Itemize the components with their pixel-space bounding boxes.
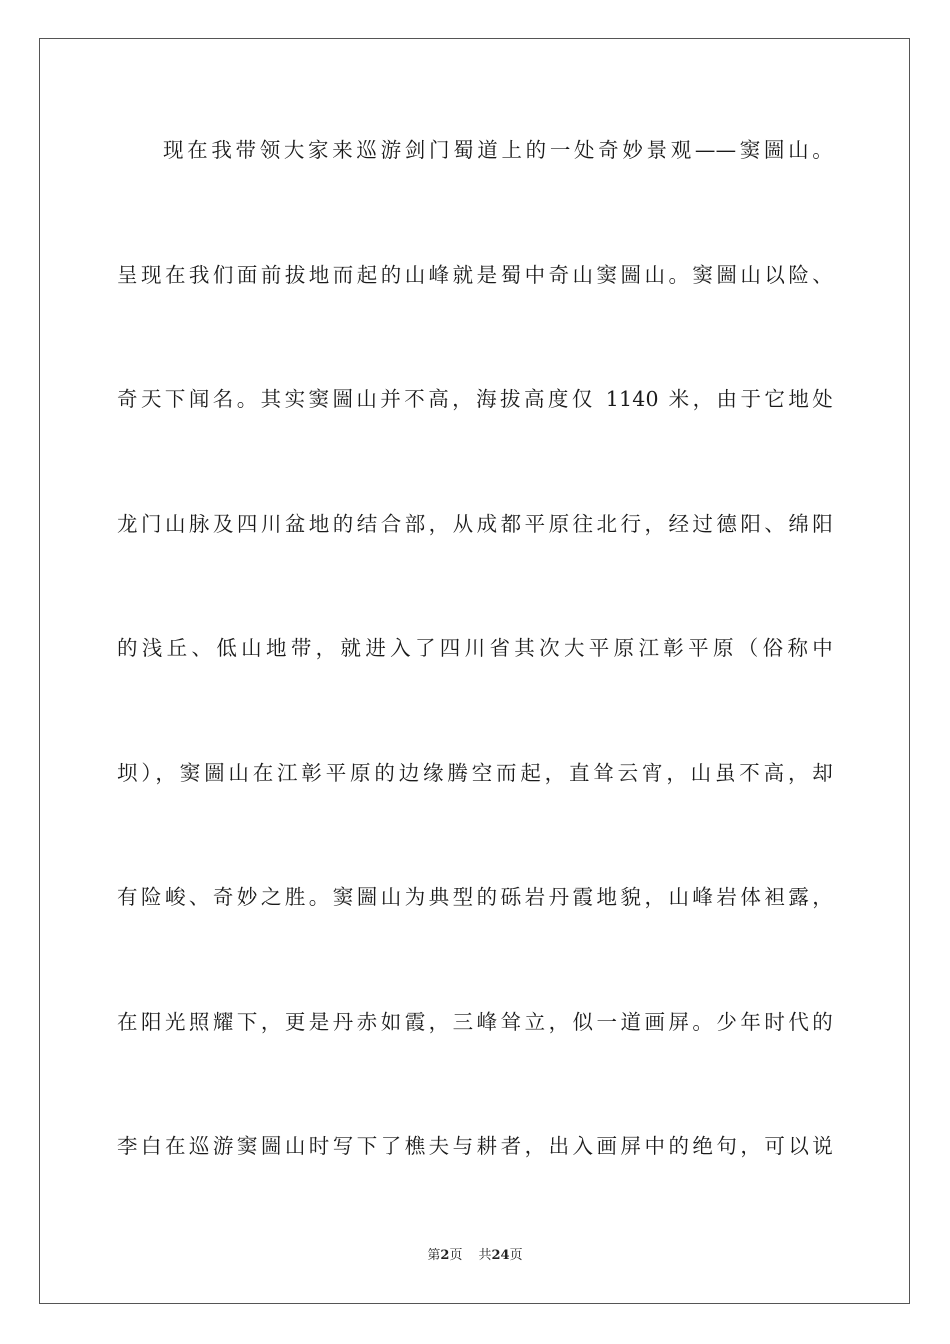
paragraph-line-1: 现在我带领大家来巡游剑门蜀道上的一处奇妙景观——窦圌山。 [163,138,833,162]
total-prefix: 共 [478,1248,492,1263]
paragraph-line-9: 李白在巡游窦圌山时写下了樵夫与耕者，出入画屏中的绝句，可以说 [117,1134,833,1158]
total-suffix: 页 [509,1248,523,1263]
page-suffix: 页 [449,1248,463,1263]
paragraph-line-8: 在阳光照耀下，更是丹赤如霞，三峰耸立，似一道画屏。少年时代的 [117,1010,833,1034]
paragraph-line-5: 的浅丘、低山地带，就进入了四川省其次大平原江彰平原（俗称中 [117,636,833,660]
total-pages: 24 [491,1248,510,1263]
page-number: 2 [440,1248,450,1263]
paragraph-line-2: 呈现在我们面前拔地而起的山峰就是蜀中奇山窦圌山。窦圌山以险、 [117,263,833,287]
paragraph-line-4: 龙门山脉及四川盆地的结合部，从成都平原往北行，经过德阳、绵阳 [117,512,833,536]
page-footer [0,1247,950,1265]
paragraph-line-3: 奇天下闻名。其实窦圌山并不高，海拔高度仅 1140 米，由于它地处 [117,387,833,411]
page-border [39,38,910,1304]
paragraph-line-6: 坝），窦圌山在江彰平原的边缘腾空而起，直耸云宵，山虽不高，却 [117,761,833,785]
paragraph-line-7: 有险峻、奇妙之胜。窦圌山为典型的砾岩丹霞地貌，山峰岩体袒露， [117,885,833,909]
page-prefix: 第 [427,1248,441,1263]
